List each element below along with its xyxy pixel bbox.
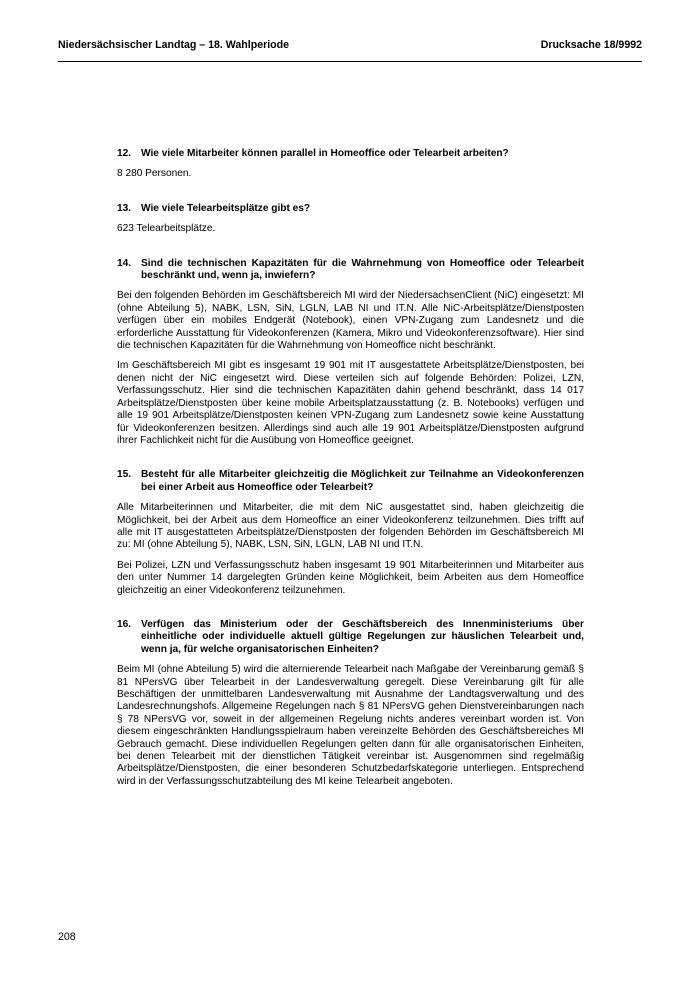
section-13 <box>117 203 584 236</box>
question-heading <box>117 203 584 215</box>
answer-paragraph: Alle Mitarbeiterinnen und Mitarbeiter, die mit dem NiC ausgestattet sind, haben gleichzeitig die Möglichkeit, bei der Arbeit aus dem Homeoffice an einer Videokonferenz teilzunehmen. Dies trifft auf alle mit IT ausgestatteten Arbeitsplätze/Dienstposten der folgenden Behörden im Geschäftsbereich MI zu: MI (ohne Abteilung 5), NABK, LSN, SiN, LGLN, LAB NI und IT.N. <box>117 502 584 551</box>
question-text: Verfügen das Ministerium oder der Geschäftsbereich des Innenministeriums über einheitliche oder individuelle aktuell gültige Regelungen zur häuslichen Telearbeit und, wenn ja, für welche organisatorischen Einheiten? <box>141 618 584 655</box>
answer-paragraph: Bei den folgenden Behörden im Geschäftsbereich MI wird der NiedersachsenClient (NiC) eingesetzt: MI (ohne Abteilung 5), NABK, LSN, SiN, LGLN, LAB NI und IT.N. Alle NiC-Arbeitsplätze/Dienstposten verfügen über ein mobiles Endgerät (Notebook), einen VPN-Zugang zum Landesnetz und die erforderliche Ausstattung für Videokonferenzen (Kamera, Mikro und Videokonferenzsoftware). Hier sind die technischen Kapazitäten für die Wahrnehmung von Homeoffice nicht beschränkt. <box>117 290 584 352</box>
question-heading <box>117 148 584 160</box>
question-number: 14. <box>117 257 132 269</box>
answer-paragraph: Beim MI (ohne Abteilung 5) wird die alternierende Telearbeit nach Maßgabe der Vereinbarung gemäß § 81 NPersVG über Telearbeit in der Landesverwaltung geregelt. Diese Vereinbarung gilt für alle Beschäftigen der unmittelbaren Landesverwaltung mit Ausnahme der Landtagsverwaltung und des Landesrechnungshofs. Allgemeine Regelungen nach § 81 NPersVG gehen Dienstvereinbarungen nach § 78 NPersVG vor, soweit in der allgemeinen Regelung nichts anderes vereinbart worden ist. Von diesem eingeschränkten Handlungsspielraum haben vereinzelte Behörden des Geschäftsbereiches MI Gebrauch gemacht. Diese individuellen Regelungen gelten dann für alle organisatorischen Einheiten, bei denen Telearbeit mit der dienstlichen Tätigkeit vereinbar ist. Ausgenommen sind regelmäßig Arbeitsplätze/Dienstposten, die einer besonderen Schutzbedarfskategorie unterliegen. Entsprechend wird in der Verfassungsschutzabteilung des MI keine Telearbeit angeboten. <box>117 664 584 787</box>
question-heading <box>117 258 584 283</box>
question-number: 12. <box>117 148 132 159</box>
header-divider <box>58 61 642 62</box>
answer-paragraph: 8 280 Personen. <box>117 168 192 180</box>
question-heading <box>117 469 584 494</box>
question-text: Wie viele Telearbeitsplätze gibt es? <box>141 202 311 214</box>
header-publication-title: Niedersächsischer Landtag – 18. Wahlperiode <box>58 39 289 51</box>
question-text: Wie viele Mitarbeiter können parallel in Homeoffice oder Telearbeit arbeiten? <box>141 148 509 159</box>
question-text: Sind die technischen Kapazitäten für die Wahrnehmung von Homeoffice oder Telearbeit beschränkt und, wenn ja, inwiefern? <box>141 257 584 282</box>
section-15 <box>117 469 584 597</box>
answer-paragraph: Im Geschäftsbereich MI gibt es insgesamt 19 901 mit IT ausgestattete Arbeitsplätze/Dienstposten, bei denen nicht der NiC eingesetzt wird. Diese verteilen sich auf folgende Behörden: Polizei, LZN, Verfassungsschutz. Hier sind die technischen Kapazitäten dahin gehend beschränkt, dass 14 017 Arbeitsplätze/Dienstposten über keine mobile Arbeitsplatzausstattung (z. B. Notebooks) verfügen und alle 19 901 Arbeitsplätze/Dienstposten keinen VPN-Zugang zum Landesnetz sowie keine Ausstattung für Videokonferenzen besitzen. Allerdings sind auch alle 19 901 Arbeitsplätze/Dienstposten aufgrund ihrer Fachlichkeit nicht für die Ausübung von Homeoffice geeignet. <box>117 360 584 446</box>
answer-paragraph: 623 Telearbeitsplätze. <box>117 223 216 235</box>
question-number: 15. <box>117 469 132 481</box>
question-text: Besteht für alle Mitarbeiter gleichzeitig die Möglichkeit zur Teilnahme an Videokonferenzen bei einer Arbeit aus Homeoffice oder Telearbeit? <box>141 469 584 493</box>
question-number: 16. <box>117 618 132 630</box>
section-14 <box>117 258 584 448</box>
answer-paragraph: Bei Polizei, LZN und Verfassungsschutz haben insgesamt 19 901 Mitarbeiterinnen und Mitarbeiter aus den unter Nummer 14 dargelegten Gründen keine Möglichkeit, beim Arbeiten aus dem Homeoffice gleichzeitig an einer Videokonferenz teilzunehmen. <box>117 559 584 596</box>
section-16 <box>117 619 584 788</box>
question-number: 13. <box>117 202 132 214</box>
page-number: 208 <box>58 931 76 943</box>
page-header <box>58 39 642 61</box>
question-heading <box>117 619 584 656</box>
document-body <box>117 148 584 788</box>
section-12 <box>117 148 584 181</box>
header-document-number: Drucksache 18/9992 <box>540 39 642 51</box>
